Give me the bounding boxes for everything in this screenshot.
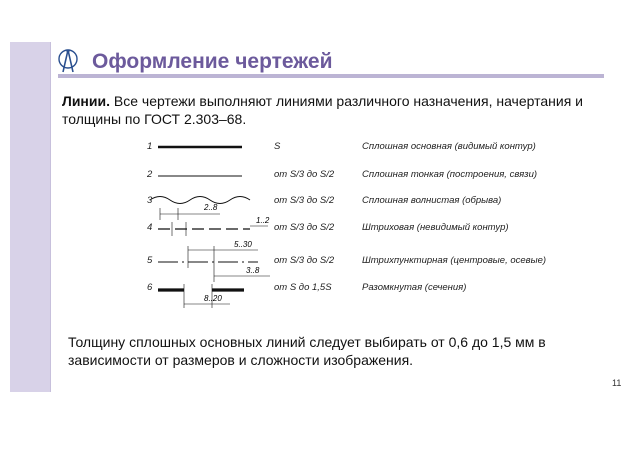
line-name-6: Разомкнутая (сечения) — [362, 282, 467, 293]
intro-text: Все чертежи выполняют линиями различного назначения, начертания и толщины по ГОСТ 2.303–68. — [62, 93, 583, 127]
line-num-1: 1 — [147, 141, 153, 152]
dim-label-row4: 1..2 — [256, 216, 270, 225]
line-thickness-4: от S/3 до S/2 — [274, 222, 335, 233]
line-num-2: 2 — [147, 169, 153, 180]
line-thickness-6: от S до 1,5S — [274, 282, 332, 293]
line-thickness-5: от S/3 до S/2 — [274, 255, 335, 266]
intro-paragraph — [62, 92, 602, 128]
dim-label-row5-top: 5..30 — [234, 240, 252, 249]
line-name-5: Штрихпунктирная (центровые, осевые) — [362, 255, 547, 266]
line-num-6: 6 — [147, 282, 153, 293]
line-num-4: 4 — [147, 222, 153, 233]
line-thickness-3: от S/3 до S/2 — [274, 195, 335, 206]
line-name-2: Сплошная тонкая (построения, связи) — [362, 169, 538, 180]
dim-label-row6: 8..20 — [204, 294, 222, 303]
line-name-1: Сплошная основная (видимый контур) — [362, 141, 536, 152]
page-number: 11 — [612, 378, 622, 388]
slide-sidebar — [10, 42, 51, 392]
line-thickness-2: от S/3 до S/2 — [274, 169, 335, 180]
dim-label-row3: 2..8 — [204, 203, 218, 212]
line-sample-3 — [150, 197, 250, 204]
line-name-3: Сплошная волнистая (обрыва) — [362, 195, 502, 206]
dim-label-row5-bottom: 3..8 — [246, 266, 260, 275]
intro-bold: Линии. — [62, 93, 110, 109]
line-num-5: 5 — [147, 255, 153, 266]
line-thickness-1: S — [274, 141, 281, 152]
bottom-paragraph: Толщину сплошных основных линий следует выбирать от 0,6 до 1,5 мм в зависимости от размеров и сложности изображения. — [68, 334, 546, 368]
title-underline — [58, 74, 604, 78]
line-num-3: 3 — [147, 195, 153, 206]
line-name-4: Штриховая (невидимый контур) — [362, 222, 509, 233]
compass-logo-icon — [57, 48, 79, 74]
slide-title: Оформление чертежей — [92, 50, 333, 73]
